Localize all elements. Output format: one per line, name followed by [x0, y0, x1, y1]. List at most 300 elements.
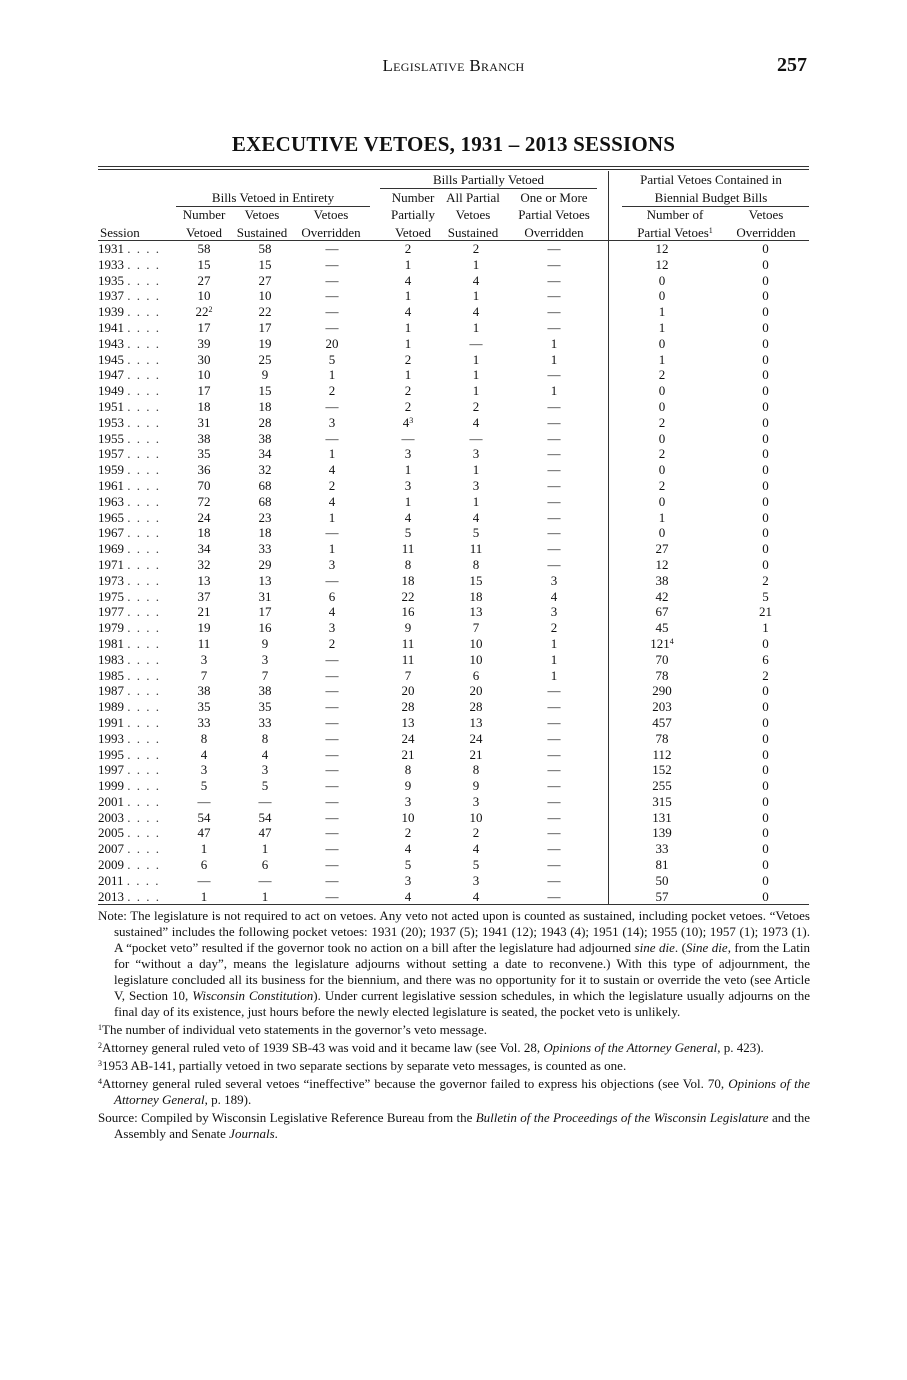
cell-vetoes-overridden	[294, 699, 370, 715]
table-row	[98, 604, 809, 620]
cell-vetoes-sustained	[236, 715, 294, 731]
cell-all-partial-sustained	[446, 257, 506, 273]
top-double-rule	[98, 166, 809, 170]
cell-vetoes-sustained	[236, 873, 294, 889]
cell-number-vetoed	[172, 383, 236, 399]
cell-partial-overridden-value: —	[547, 825, 561, 841]
cell-number-vetoed	[172, 620, 236, 636]
cell-vetoes-sustained-value: 28	[258, 414, 272, 430]
cell-number-partially-vetoed	[370, 241, 446, 257]
cell-vetoes-sustained	[236, 352, 294, 368]
cell-all-partial-sustained-value: 4	[472, 841, 480, 857]
cell-vetoes-overridden-value: 4	[328, 462, 336, 478]
cell-number-partially-vetoed-value: 8	[404, 556, 412, 572]
cell-vetoes-sustained-value: 15	[258, 383, 272, 399]
cell-all-partial-sustained-value: 1	[472, 351, 480, 367]
cell-all-partial-sustained-value: —	[469, 335, 483, 351]
cell-budget-vetoes-overridden	[722, 557, 809, 573]
cell-all-partial-sustained-value: 1	[472, 367, 480, 383]
cell-budget-vetoes-overridden	[722, 715, 809, 731]
cell-vetoes-overridden-value: —	[325, 241, 339, 256]
cell-vetoes-overridden	[294, 510, 370, 526]
cell-all-partial-sustained-value: 2	[472, 825, 480, 841]
cell-partial-overridden-value: —	[547, 683, 561, 699]
cell-vetoes-overridden-value: 4	[328, 604, 336, 620]
cell-vetoes-sustained	[236, 525, 294, 541]
note-paragraph	[98, 908, 810, 1020]
leader-dots: . . . .	[127, 414, 161, 430]
session-year: 1939	[98, 304, 124, 320]
table-row	[98, 715, 809, 731]
cell-all-partial-sustained	[446, 857, 506, 873]
cell-all-partial-sustained-value: 28	[469, 699, 483, 715]
col6-header-a: One or More	[520, 190, 588, 205]
cell-number-partially-vetoed-value: 3	[404, 872, 412, 888]
cell-budget-vetoes-overridden-value: 0	[762, 778, 769, 794]
cell-number-vetoed	[172, 636, 236, 652]
cell-number-vetoed-value: 54	[197, 809, 211, 825]
cell-all-partial-sustained-value: 13	[469, 714, 483, 730]
cell-partial-overridden	[506, 715, 602, 731]
cell-session	[98, 825, 172, 841]
cell-number-partially-vetoed	[370, 304, 446, 320]
table-title: EXECUTIVE VETOES, 1931 – 2013 SESSIONS	[231, 132, 676, 156]
cell-budget-partial-vetoes	[602, 367, 722, 383]
cell-vetoes-sustained	[236, 889, 294, 905]
session-year: 1951	[98, 398, 124, 414]
cell-all-partial-sustained	[446, 778, 506, 794]
session-year: 1987	[98, 683, 124, 699]
cell-number-partially-vetoed-value: 4	[404, 272, 412, 288]
cell-session	[98, 762, 172, 778]
cell-number-vetoed	[172, 762, 236, 778]
cell-number-vetoed-value: 39	[197, 335, 211, 351]
cell-budget-vetoes-overridden-value: 0	[762, 272, 769, 288]
cell-vetoes-overridden-value: —	[325, 825, 339, 841]
cell-number-partially-vetoed-value: 8	[404, 762, 412, 778]
source-italic-journals: Journals	[229, 1126, 275, 1141]
cell-vetoes-overridden	[294, 889, 370, 905]
cell-session	[98, 620, 172, 636]
cell-vetoes-sustained	[236, 241, 294, 257]
cell-all-partial-sustained	[446, 399, 506, 415]
cell-session	[98, 352, 172, 368]
cell-number-vetoed	[172, 415, 236, 431]
cell-budget-partial-vetoes	[602, 889, 722, 905]
cell-budget-partial-vetoes	[602, 857, 722, 873]
cell-partial-overridden-value: —	[547, 256, 561, 272]
cell-partial-overridden	[506, 367, 602, 383]
cell-vetoes-overridden	[294, 415, 370, 431]
session-year: 1965	[98, 509, 124, 525]
table-row	[98, 683, 809, 699]
col6-header-b: Partial Vetoes	[518, 207, 590, 222]
cell-vetoes-overridden	[294, 257, 370, 273]
cell-budget-vetoes-overridden-value: 2	[762, 667, 769, 683]
col1-header-a: Number	[182, 207, 226, 222]
cell-partial-overridden	[506, 747, 602, 763]
cell-budget-partial-vetoes	[602, 747, 722, 763]
cell-partial-overridden	[506, 478, 602, 494]
cell-number-partially-vetoed-value: 3	[404, 793, 412, 809]
cell-number-vetoed-value: —	[197, 793, 211, 809]
cell-all-partial-sustained	[446, 652, 506, 668]
cell-all-partial-sustained-value: 18	[469, 588, 483, 604]
cell-session	[98, 494, 172, 510]
cell-number-partially-vetoed-value: 1	[404, 288, 412, 304]
session-year: 1971	[98, 556, 124, 572]
cell-budget-vetoes-overridden	[722, 652, 809, 668]
leader-dots: . . . .	[127, 793, 161, 809]
cell-all-partial-sustained	[446, 889, 506, 905]
cell-budget-vetoes-overridden-value: 0	[762, 241, 769, 256]
cell-budget-partial-vetoes-value: 1	[658, 509, 666, 525]
leader-dots: . . . .	[127, 588, 161, 604]
cell-all-partial-sustained-value: 13	[469, 604, 483, 620]
cell-partial-overridden	[506, 778, 602, 794]
cell-partial-overridden-value: —	[547, 778, 561, 794]
cell-vetoes-sustained-value: 1	[261, 888, 269, 904]
cell-number-vetoed	[172, 873, 236, 889]
cell-budget-vetoes-overridden-value: 0	[762, 414, 769, 430]
cell-vetoes-overridden-value: 1	[328, 446, 336, 462]
cell-budget-partial-vetoes-value: 57	[655, 888, 669, 904]
cell-number-partially-vetoed	[370, 873, 446, 889]
session-year: 1969	[98, 541, 124, 557]
cell-vetoes-overridden-value: 3	[328, 414, 336, 430]
cell-number-partially-vetoed	[370, 431, 446, 447]
cell-budget-partial-vetoes-value: 0	[658, 288, 666, 304]
cell-all-partial-sustained	[446, 794, 506, 810]
cell-budget-partial-vetoes	[602, 478, 722, 494]
cell-session	[98, 415, 172, 431]
cell-budget-vetoes-overridden	[722, 352, 809, 368]
cell-partial-overridden-value: —	[547, 272, 561, 288]
leader-dots: . . . .	[127, 256, 161, 272]
col7-header-footnote-mark: 1	[708, 226, 713, 235]
cell-partial-overridden	[506, 257, 602, 273]
leader-dots: . . . .	[127, 809, 161, 825]
cell-budget-partial-vetoes	[602, 415, 722, 431]
cell-number-vetoed-value: 35	[197, 699, 211, 715]
cell-vetoes-sustained	[236, 462, 294, 478]
cell-budget-vetoes-overridden-value: 0	[762, 462, 769, 478]
table-row	[98, 762, 809, 778]
cell-session	[98, 683, 172, 699]
cell-number-vetoed-value: 1	[200, 841, 208, 857]
table-row	[98, 241, 809, 257]
source-text-b: and the Assembly and Senate	[114, 1110, 810, 1141]
cell-vetoes-overridden	[294, 288, 370, 304]
cell-number-vetoed	[172, 446, 236, 462]
cell-number-vetoed	[172, 668, 236, 684]
footnote-mark: 3	[409, 415, 414, 425]
cell-budget-partial-vetoes	[602, 273, 722, 289]
cell-vetoes-sustained-value: 17	[258, 319, 272, 335]
cell-vetoes-overridden-value: 2	[328, 477, 336, 493]
cell-number-partially-vetoed	[370, 399, 446, 415]
cell-partial-overridden	[506, 415, 602, 431]
cell-all-partial-sustained-value: 1	[472, 462, 480, 478]
cell-vetoes-sustained	[236, 478, 294, 494]
cell-vetoes-overridden	[294, 399, 370, 415]
cell-vetoes-sustained	[236, 589, 294, 605]
cell-budget-vetoes-overridden-value: 0	[762, 699, 769, 715]
cell-number-partially-vetoed	[370, 415, 446, 431]
cell-number-vetoed-value: 35	[197, 446, 211, 462]
cell-vetoes-sustained	[236, 636, 294, 652]
leader-dots: . . . .	[127, 635, 161, 651]
cell-vetoes-overridden	[294, 541, 370, 557]
cell-vetoes-sustained-value: 38	[258, 683, 272, 699]
cell-number-vetoed-value: 36	[197, 462, 211, 478]
cell-number-vetoed	[172, 794, 236, 810]
cell-partial-overridden	[506, 699, 602, 715]
cell-vetoes-overridden	[294, 873, 370, 889]
table-row	[98, 636, 809, 652]
cell-all-partial-sustained-value: 11	[469, 541, 483, 557]
cell-vetoes-sustained-value: 3	[261, 651, 269, 667]
cell-number-partially-vetoed-value: 1	[404, 256, 412, 272]
cell-vetoes-overridden	[294, 857, 370, 873]
cell-budget-vetoes-overridden-value: 0	[762, 635, 769, 651]
leader-dots: . . . .	[127, 620, 161, 636]
cell-number-partially-vetoed	[370, 352, 446, 368]
leader-dots: . . . .	[127, 762, 161, 778]
cell-partial-overridden	[506, 494, 602, 510]
session-year: 1945	[98, 351, 124, 367]
cell-budget-vetoes-overridden	[722, 383, 809, 399]
cell-number-vetoed	[172, 241, 236, 257]
cell-number-vetoed-value: 10	[197, 367, 211, 383]
source-text-c: .	[274, 1126, 278, 1141]
table-row	[98, 288, 809, 304]
cell-number-partially-vetoed-value: 2	[404, 398, 412, 414]
cell-number-vetoed	[172, 525, 236, 541]
cell-budget-vetoes-overridden	[722, 478, 809, 494]
cell-number-vetoed-value: 34	[197, 541, 211, 557]
cell-vetoes-overridden	[294, 478, 370, 494]
cell-budget-partial-vetoes-value: 38	[655, 572, 669, 588]
cell-number-vetoed	[172, 399, 236, 415]
cell-number-partially-vetoed	[370, 762, 446, 778]
cell-vetoes-overridden	[294, 620, 370, 636]
cell-budget-vetoes-overridden-value: 0	[762, 351, 769, 367]
cell-partial-overridden	[506, 288, 602, 304]
cell-number-partially-vetoed-value: 2	[404, 351, 412, 367]
footnote-2-text-a: Attorney general ruled veto of 1939 SB-43 was void and it became law (see Vol. 28,	[102, 1040, 544, 1055]
cell-number-partially-vetoed	[370, 257, 446, 273]
cell-session	[98, 810, 172, 826]
cell-partial-overridden	[506, 841, 602, 857]
cell-vetoes-sustained	[236, 494, 294, 510]
cell-partial-overridden	[506, 731, 602, 747]
col2-header-a: Vetoes	[244, 207, 280, 222]
cell-budget-vetoes-overridden	[722, 541, 809, 557]
cell-number-vetoed	[172, 557, 236, 573]
cell-all-partial-sustained	[446, 241, 506, 257]
page-number: 257	[777, 54, 807, 76]
source-note	[98, 1110, 810, 1142]
cell-all-partial-sustained	[446, 699, 506, 715]
cell-budget-partial-vetoes	[602, 257, 722, 273]
cell-vetoes-overridden-value: —	[325, 809, 339, 825]
cell-budget-vetoes-overridden	[722, 794, 809, 810]
table-row	[98, 794, 809, 810]
cell-session	[98, 462, 172, 478]
cell-vetoes-overridden-value: —	[325, 699, 339, 715]
cell-budget-vetoes-overridden-value: 2	[762, 572, 769, 588]
table-row	[98, 825, 809, 841]
cell-number-partially-vetoed-value: 18	[401, 572, 415, 588]
cell-number-vetoed	[172, 889, 236, 905]
cell-number-partially-vetoed	[370, 557, 446, 573]
table-row	[98, 304, 809, 320]
vetoes-table	[98, 241, 809, 904]
session-year: 1993	[98, 730, 124, 746]
cell-budget-partial-vetoes-value: 0	[658, 525, 666, 541]
leader-dots: . . . .	[127, 383, 161, 399]
cell-vetoes-sustained-value: 18	[258, 525, 272, 541]
cell-vetoes-sustained	[236, 399, 294, 415]
cell-all-partial-sustained-value: 4	[472, 509, 480, 525]
cell-number-partially-vetoed	[370, 810, 446, 826]
table-row	[98, 873, 809, 889]
cell-budget-vetoes-overridden-value: 1	[762, 620, 769, 636]
cell-budget-vetoes-overridden	[722, 510, 809, 526]
cell-budget-vetoes-overridden-value: 0	[762, 335, 769, 351]
cell-budget-partial-vetoes-value: 12	[655, 256, 669, 272]
cell-number-vetoed	[172, 367, 236, 383]
cell-number-partially-vetoed-value: —	[401, 430, 415, 446]
cell-budget-vetoes-overridden-value: 0	[762, 825, 769, 841]
cell-budget-vetoes-overridden	[722, 683, 809, 699]
cell-vetoes-overridden-value: 6	[328, 588, 336, 604]
cell-session	[98, 652, 172, 668]
footnote-4-italic: Opinions of the Attorney General	[114, 1076, 810, 1107]
col5-header-c: Sustained	[447, 225, 499, 240]
cell-number-partially-vetoed-value: 20	[401, 683, 415, 699]
cell-all-partial-sustained-value: 2	[472, 398, 480, 414]
cell-budget-partial-vetoes	[602, 320, 722, 336]
cell-budget-vetoes-overridden-value: 0	[762, 398, 769, 414]
cell-vetoes-sustained-value: 9	[261, 635, 269, 651]
cell-budget-vetoes-overridden	[722, 446, 809, 462]
cell-budget-partial-vetoes	[602, 557, 722, 573]
cell-vetoes-sustained-value: 6	[261, 857, 269, 873]
cell-vetoes-sustained-value: 17	[258, 604, 272, 620]
cell-number-partially-vetoed	[370, 573, 446, 589]
cell-session	[98, 367, 172, 383]
cell-budget-vetoes-overridden-value: 5	[762, 588, 769, 604]
cell-partial-overridden-value: —	[547, 888, 561, 904]
note-text-b: . (	[674, 940, 686, 955]
cell-number-vetoed	[172, 478, 236, 494]
table-row	[98, 841, 809, 857]
cell-session	[98, 573, 172, 589]
cell-partial-overridden	[506, 273, 602, 289]
cell-number-vetoed-value: 1	[200, 888, 208, 904]
cell-session	[98, 383, 172, 399]
leader-dots: . . . .	[127, 335, 161, 351]
cell-all-partial-sustained-value: 9	[472, 778, 480, 794]
cell-all-partial-sustained	[446, 731, 506, 747]
table-row	[98, 431, 809, 447]
cell-session	[98, 431, 172, 447]
cell-vetoes-sustained-value: 5	[261, 778, 269, 794]
cell-number-vetoed-value: 4	[200, 746, 208, 762]
session-year: 1947	[98, 367, 124, 383]
cell-vetoes-sustained-value: 54	[258, 809, 272, 825]
cell-budget-vetoes-overridden-value: 0	[762, 319, 769, 335]
cell-vetoes-overridden	[294, 762, 370, 778]
cell-budget-partial-vetoes	[602, 668, 722, 684]
cell-all-partial-sustained	[446, 415, 506, 431]
leader-dots: . . . .	[127, 272, 161, 288]
cell-partial-overridden	[506, 636, 602, 652]
leader-dots: . . . .	[127, 714, 161, 730]
cell-number-partially-vetoed	[370, 478, 446, 494]
cell-all-partial-sustained	[446, 668, 506, 684]
table-row	[98, 589, 809, 605]
cell-all-partial-sustained	[446, 525, 506, 541]
cell-vetoes-sustained	[236, 431, 294, 447]
cell-all-partial-sustained-value: 3	[472, 446, 480, 462]
cell-partial-overridden-value: 1	[550, 383, 558, 399]
leader-dots: . . . .	[127, 699, 161, 715]
cell-vetoes-overridden	[294, 825, 370, 841]
cell-budget-vetoes-overridden	[722, 620, 809, 636]
table-row	[98, 352, 809, 368]
cell-budget-vetoes-overridden-value: 0	[762, 857, 769, 873]
cell-vetoes-sustained-value: 27	[258, 272, 272, 288]
cell-budget-vetoes-overridden-value: 0	[762, 256, 769, 272]
leader-dots: . . . .	[127, 288, 161, 304]
leader-dots: . . . .	[127, 241, 161, 256]
cell-all-partial-sustained-value: —	[469, 430, 483, 446]
cell-number-partially-vetoed	[370, 889, 446, 905]
cell-number-partially-vetoed	[370, 288, 446, 304]
cell-all-partial-sustained-value: 7	[472, 620, 480, 636]
cell-budget-partial-vetoes-value: 45	[655, 620, 669, 636]
cell-vetoes-sustained-value: 1	[261, 841, 269, 857]
cell-number-partially-vetoed	[370, 589, 446, 605]
cell-budget-vetoes-overridden	[722, 367, 809, 383]
cell-partial-overridden	[506, 541, 602, 557]
cell-vetoes-sustained-value: 38	[258, 430, 272, 446]
cell-number-vetoed	[172, 747, 236, 763]
cell-vetoes-overridden	[294, 589, 370, 605]
cell-budget-vetoes-overridden-value: 0	[762, 541, 769, 557]
cell-vetoes-overridden	[294, 683, 370, 699]
leader-dots: . . . .	[127, 572, 161, 588]
cell-vetoes-overridden-value: —	[325, 256, 339, 272]
cell-all-partial-sustained-value: 8	[472, 556, 480, 572]
cell-vetoes-overridden-value: —	[325, 778, 339, 794]
cell-vetoes-sustained	[236, 731, 294, 747]
table-row	[98, 510, 809, 526]
cell-all-partial-sustained-value: 1	[472, 493, 480, 509]
cell-budget-partial-vetoes	[602, 399, 722, 415]
cell-all-partial-sustained	[446, 273, 506, 289]
cell-budget-partial-vetoes-value: 50	[655, 872, 669, 888]
cell-vetoes-sustained	[236, 794, 294, 810]
table-row	[98, 778, 809, 794]
cell-budget-vetoes-overridden	[722, 889, 809, 905]
cell-budget-partial-vetoes	[602, 699, 722, 715]
cell-vetoes-sustained-value: 25	[258, 351, 272, 367]
cell-all-partial-sustained-value: 2	[472, 241, 480, 256]
